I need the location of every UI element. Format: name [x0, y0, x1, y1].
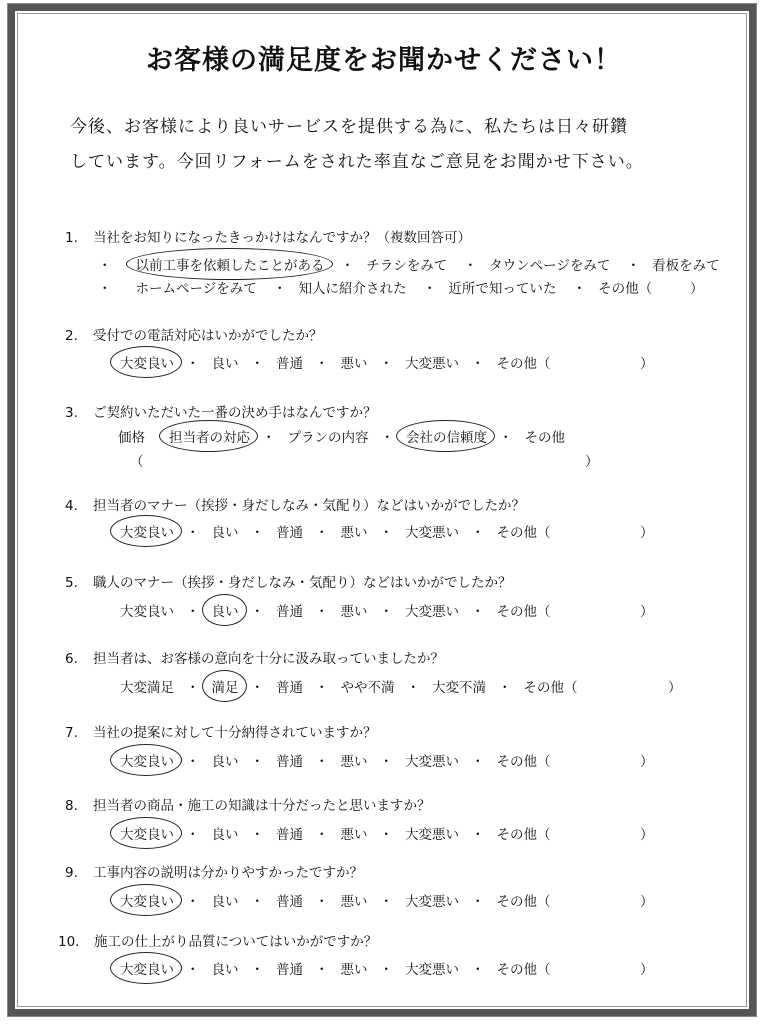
question-number: 9. [65, 865, 78, 881]
option[interactable]: 普通 [276, 894, 303, 910]
option[interactable]: 普通 [276, 962, 303, 978]
question-text: 職人のマナー（挨拶・身だしなみ・気配り）などはいかがでしたか？ [93, 575, 512, 591]
option[interactable]: 悪い [340, 525, 368, 541]
option[interactable]: タウンページをみて [489, 258, 611, 274]
separator: ・ [186, 894, 200, 910]
question-3-other-open: （ [130, 454, 144, 470]
separator: ・ [186, 754, 200, 770]
question-text: ご契約いただいた一番の決め手はなんですか？ [93, 405, 377, 421]
separator: ・ [250, 680, 264, 696]
separator: ・ [471, 827, 485, 843]
option[interactable]: 良い [211, 827, 239, 843]
question-1-options-row1 [98, 254, 720, 274]
separator: ・ [315, 356, 329, 372]
option[interactable]: 近所で知っていた [448, 281, 557, 297]
separator: ・ [340, 258, 355, 274]
option[interactable]: 大変悪い [405, 894, 459, 910]
close-paren: ） [640, 525, 654, 541]
close-paren: ） [640, 356, 654, 372]
close-paren: ） [585, 454, 599, 470]
close-paren: ） [640, 754, 654, 770]
option[interactable]: やや不満 [340, 680, 395, 696]
separator: ・ [273, 281, 287, 297]
question-text: 担当者は、お客様の意向を十分に汲み取っていましたか？ [93, 651, 444, 667]
option-other[interactable]: その他（ [496, 754, 551, 770]
option[interactable]: 大変満足 [120, 680, 174, 696]
option-other[interactable]: その他（ [496, 525, 551, 541]
question-10-options [120, 958, 551, 978]
separator: ・ [186, 356, 200, 372]
separator: ・ [250, 525, 264, 541]
option[interactable]: 大変悪い [405, 754, 459, 770]
separator: ・ [186, 604, 200, 620]
question-text: 担当者のマナー（挨拶・身だしなみ・気配り）などはいかがでしたか？ [93, 498, 525, 514]
option[interactable]: 普通 [276, 680, 303, 696]
option-other[interactable]: その他（ [496, 604, 551, 620]
question-number: 4. [65, 498, 78, 514]
question-text: 施工の仕上がり品質についてはいかがですか？ [94, 934, 378, 950]
option[interactable]: 大変悪い [405, 525, 459, 541]
option-selected[interactable]: 大変良い [120, 823, 174, 843]
question-text: 工事内容の説明は分かりやすかったですか？ [93, 865, 363, 881]
question-9 [65, 861, 363, 881]
option-other[interactable]: その他（ [496, 894, 551, 910]
separator: ・ [315, 754, 329, 770]
close-paren: ） [668, 680, 682, 696]
option[interactable]: 看板をみて [652, 258, 720, 274]
separator: ・ [626, 258, 641, 274]
separator: ・ [380, 430, 394, 446]
option-selected[interactable]: 会社の信頼度 [406, 426, 487, 446]
option[interactable]: 普通 [276, 754, 303, 770]
option[interactable]: 価格 [118, 430, 145, 446]
option[interactable]: 大変不満 [432, 680, 486, 696]
option[interactable]: 普通 [276, 827, 303, 843]
separator: ・ [186, 962, 200, 978]
question-1-options-row2 [98, 277, 652, 297]
option[interactable]: 悪い [340, 754, 368, 770]
option[interactable]: チラシをみて [366, 258, 448, 274]
option[interactable]: プランの内容 [287, 430, 369, 446]
separator: ・ [315, 962, 329, 978]
separator: ・ [315, 604, 329, 620]
option-selected[interactable]: 大変良い [120, 890, 174, 910]
separator: ・ [471, 962, 485, 978]
close-paren: ） [640, 604, 654, 620]
separator: ・ [186, 680, 200, 696]
separator: ・ [315, 827, 329, 843]
separator: ・ [186, 525, 200, 541]
separator: ・ [315, 525, 329, 541]
close-paren: ） [640, 827, 654, 843]
question-6 [65, 647, 444, 667]
option[interactable]: 大変良い [120, 604, 174, 620]
option[interactable]: 大変悪い [405, 604, 459, 620]
separator: ・ [379, 604, 393, 620]
option[interactable]: 知人に紹介された [298, 281, 407, 297]
separator: ・ [379, 827, 393, 843]
option-selected[interactable]: 大変良い [120, 521, 174, 541]
separator: ・ [471, 525, 485, 541]
question-4-options [120, 521, 551, 541]
question-number: 8. [65, 798, 78, 814]
option[interactable]: 悪い [340, 604, 368, 620]
separator: ・ [250, 356, 264, 372]
separator: ・ [379, 894, 393, 910]
separator: ・ [406, 680, 420, 696]
option[interactable]: 大変悪い [405, 962, 459, 978]
question-6-options [120, 676, 578, 696]
separator: ・ [379, 356, 393, 372]
option[interactable]: 悪い [340, 894, 368, 910]
question-2 [65, 324, 323, 344]
option[interactable]: 普通 [276, 604, 303, 620]
option[interactable]: 良い [211, 894, 239, 910]
question-text: 受付での電話対応はいかがでしたか？ [93, 328, 323, 344]
question-number: 1. [65, 230, 78, 246]
option[interactable]: 普通 [276, 356, 303, 372]
separator: ・ [463, 258, 478, 274]
option-other[interactable]: その他（ [496, 827, 551, 843]
question-number: 10. [58, 934, 80, 950]
question-text: 当社の提案に対して十分納得されていますか？ [93, 725, 377, 741]
option[interactable]: 良い [211, 962, 239, 978]
option-selected[interactable]: 大変良い [120, 958, 174, 978]
separator: ・ [471, 356, 485, 372]
option[interactable]: 大変悪い [405, 356, 459, 372]
separator: ・ [379, 525, 393, 541]
option[interactable]: 良い [211, 356, 239, 372]
option-selected[interactable]: 満足 [212, 676, 239, 696]
separator: ・ [250, 604, 264, 620]
question-8-options [120, 823, 551, 843]
option[interactable]: 悪い [340, 356, 368, 372]
question-number: 3. [65, 405, 78, 421]
question-7 [65, 721, 377, 741]
question-2-options [120, 352, 551, 372]
close-paren: ） [690, 281, 704, 297]
question-4 [65, 494, 525, 514]
option[interactable]: 良い [211, 754, 239, 770]
question-9-options [120, 890, 551, 910]
separator: ・ [422, 281, 437, 297]
option[interactable]: 大変悪い [405, 827, 459, 843]
close-paren: ） [640, 894, 654, 910]
separator: ・ [315, 894, 329, 910]
separator: ・ [379, 962, 393, 978]
question-number: 6. [65, 651, 78, 667]
question-10 [58, 930, 377, 950]
question-number: 7. [65, 725, 78, 741]
option-other[interactable]: その他（ [496, 356, 551, 372]
question-text: 当社をお知りになったきっかけはなんですか？（複数回答可） [93, 230, 471, 246]
separator: ・ [379, 754, 393, 770]
separator: ・ [315, 680, 329, 696]
separator: ・ [498, 680, 512, 696]
option-other[interactable]: その他 [524, 430, 565, 446]
question-3-options [118, 426, 565, 446]
separator: ・ [250, 754, 264, 770]
separator: ・ [250, 827, 264, 843]
question-number: 2. [65, 328, 78, 344]
question-7-options [120, 750, 551, 770]
question-text: 担当者の商品・施工の知識は十分だったと思いますか？ [93, 798, 431, 814]
option-other[interactable]: その他（ [598, 281, 653, 297]
separator: ・ [572, 281, 587, 297]
question-5 [65, 571, 512, 591]
option-other[interactable]: その他（ [496, 962, 551, 978]
question-3 [65, 401, 377, 421]
separator: ・ [262, 430, 276, 446]
separator: ・ [250, 962, 264, 978]
bullet: ・ [98, 258, 112, 274]
option[interactable]: ホームページをみて [135, 281, 257, 297]
option-selected[interactable]: 良い [212, 600, 239, 620]
separator: ・ [471, 754, 485, 770]
intro-line-1: 今後、お客様により良いサービスを提供する為に、私たちは日々研鑽 [70, 117, 628, 137]
option-other[interactable]: その他（ [523, 680, 578, 696]
bullet: ・ [98, 281, 112, 297]
option[interactable]: 良い [211, 525, 239, 541]
close-paren: ） [640, 962, 654, 978]
option-selected[interactable]: 以前工事を依頼したことがある [136, 254, 325, 274]
separator: ・ [250, 894, 264, 910]
question-5-options [120, 600, 551, 620]
option-selected[interactable]: 大変良い [120, 750, 174, 770]
option[interactable]: 普通 [276, 525, 303, 541]
question-1 [65, 226, 471, 246]
separator: ・ [499, 430, 513, 446]
option[interactable]: 悪い [340, 962, 368, 978]
question-number: 5. [65, 575, 78, 591]
question-8 [65, 794, 431, 814]
option[interactable]: 悪い [340, 827, 368, 843]
separator: ・ [186, 827, 200, 843]
intro-line-2: しています。今回リフォームをされた率直なご意見をお聞かせ下さい。 [70, 152, 644, 172]
separator: ・ [471, 604, 485, 620]
option-selected[interactable]: 大変良い [120, 352, 174, 372]
separator: ・ [471, 894, 485, 910]
option-selected[interactable]: 担当者の対応 [169, 426, 250, 446]
page-title: お客様の満足度をお聞かせください！ [146, 45, 622, 76]
